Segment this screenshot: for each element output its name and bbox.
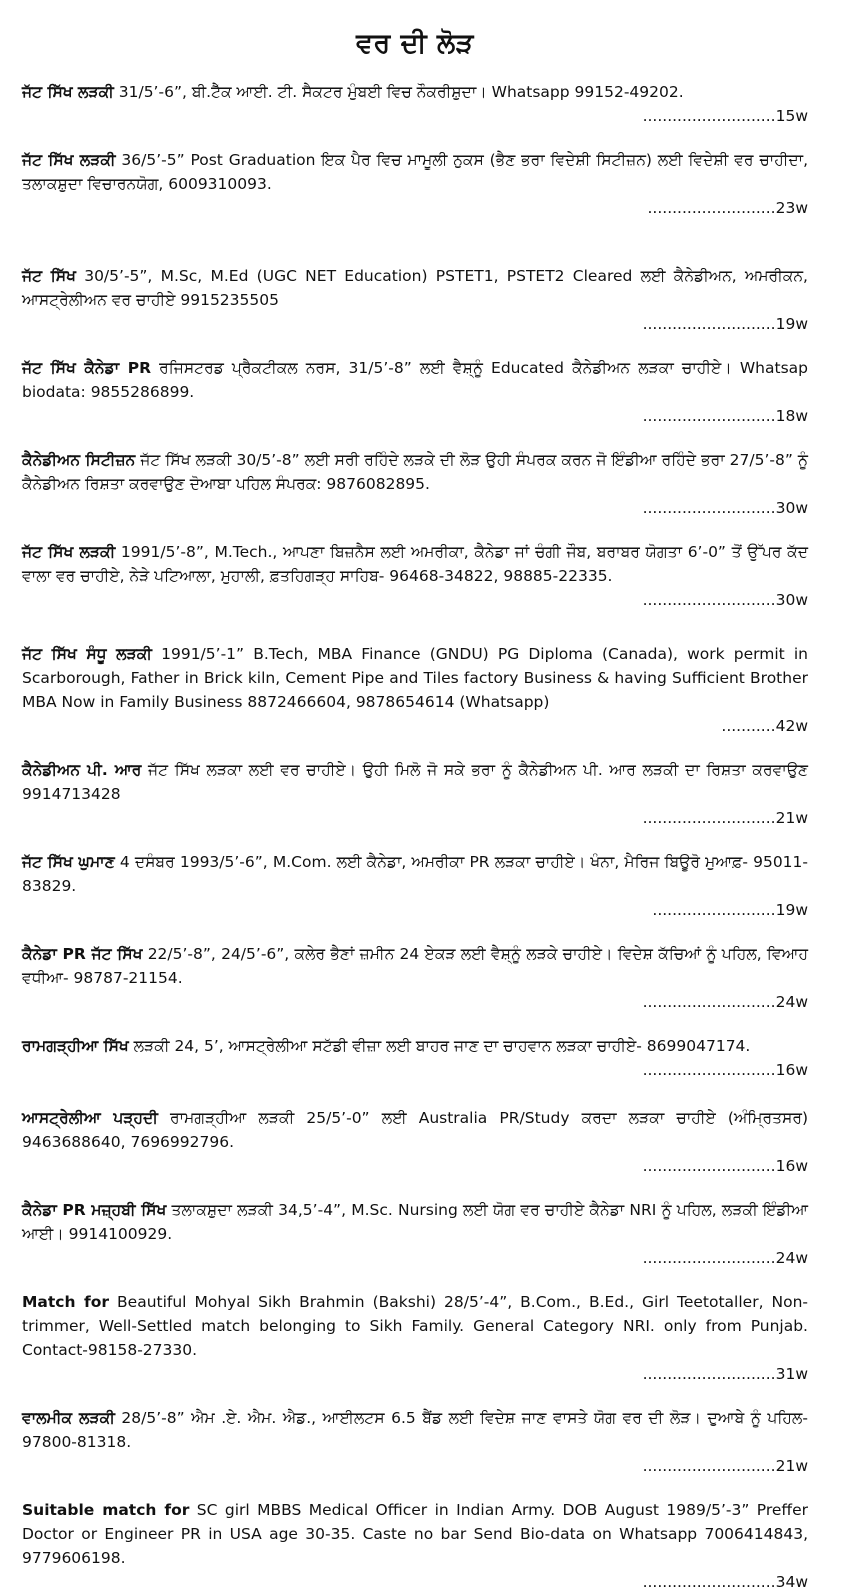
ad-description: ਰਾਮਗੜ੍ਹੀਆ ਲੜਕੀ 25/5’-0” ਲਈ Australia PR/Study ਕਰਦਾ ਲੜਕਾ ਚਾਹੀਏ (ਅੰਮ੍ਰਿਤਸਰ) 9463688640, 7696992796. [22, 1109, 809, 1151]
ad-entry [22, 1034, 808, 1082]
ad-code: 19w [775, 315, 808, 333]
ad-description: 36/5’-5” Post Graduation ਇਕ ਪੈਰ ਵਿਚ ਮਾਮੂਲੀ ਨੁਕਸ (ਭੈਣ ਭਰਾ ਵਿਦੇਸ਼ੀ ਸਿਟੀਜ਼ਨ) ਲਈ ਵਿਦੇਸ਼ੀ ਵਰ ਚਾਹੀਦਾ, ਤਲਾਕਸ਼ੁਦਾ ਵਿਚਾਰਨਯੋਗ, 6009310093. [22, 151, 809, 193]
ad-entry [22, 1290, 808, 1386]
ad-text [22, 1406, 808, 1454]
ad-description: 4 ਦਸੰਬਰ 1993/5’-6”, M.Com. ਲਈ ਕੈਨੇਡਾ, ਅਮਰੀਕਾ PR ਲੜਕਾ ਚਾਹੀਏ। ਖੰਨਾ, ਮੈਰਿਜ ਬਿਊਰੋ ਮੁਆਫ਼- 95011-83829. [22, 853, 808, 895]
ad-lead: ਜੱਟ ਸਿੱਖ ਸੰਧੂ ਲੜਕੀ [22, 645, 152, 663]
ad-description: 31/5’-6”, ਬੀ.ਟੈੱਕ ਆਈ. ਟੀ. ਸੈਕਟਰ ਮੁੰਬਈ ਵਿਚ ਨੌਕਰੀਸ਼ੁਦਾ। Whatsapp 99152-49202. [113, 83, 684, 101]
ad-entry [22, 1406, 808, 1478]
ad-entry [22, 540, 808, 612]
ad-lead: Suitable match for [22, 1501, 190, 1519]
ad-lead: ਜੱਟ ਸਿੱਖ ਲੜਕੀ [22, 83, 114, 101]
ad-code-line [22, 588, 808, 612]
ad-dot-leader: ......................... [652, 901, 776, 919]
ad-text [22, 264, 808, 312]
ad-text [22, 1198, 808, 1246]
ad-text [22, 850, 808, 898]
ad-dot-leader: ........................... [642, 809, 776, 827]
ad-description: 1991/5’-1” B.Tech, MBA Finance (GNDU) PG Diploma (Canada), work permit in Scarborough, Father in Brick kiln, Cement Pipe and Tiles factory Business & having Sufficient Brother MBA Now in Family Business 8872466604, 9878654614 (Whatsapp) [22, 645, 809, 711]
ad-code: 16w [775, 1061, 808, 1079]
ad-text [22, 148, 808, 196]
ad-text [22, 1106, 808, 1154]
ad-code-line [22, 806, 808, 830]
ad-dot-leader: ........................... [642, 315, 776, 333]
ad-lead: ਜੱਟ ਸਿੱਖ ਘੁਮਾਣ [22, 853, 115, 871]
ad-text [22, 1498, 808, 1570]
ad-dot-leader: ........................... [642, 1157, 776, 1175]
ad-code-line [22, 1570, 808, 1594]
ad-entry [22, 264, 808, 336]
ad-text [22, 942, 808, 990]
ad-dot-leader: ........................... [642, 993, 776, 1011]
ad-description: 30/5’-5”, M.Sc, M.Ed (UGC NET Education) PSTET1, PSTET2 Cleared ਲਈ ਕੈਨੇਡੀਅਨ, ਅਮਰੀਕਨ, ਆਸਟ੍ਰੇਲੀਅਨ ਵਰ ਚਾਹੀਏ 9915235505 [22, 267, 808, 309]
ad-lead: ਜੱਟ ਸਿੱਖ ਲੜਕੀ [22, 543, 116, 561]
ad-code-line [22, 196, 808, 220]
ad-text [22, 642, 808, 714]
ad-description: 28/5’-8” ਐਮ .ਏ. ਐਮ. ਐਡ., ਆਈਲਟਸ 6.5 ਬੈਂਡ ਲਈ ਵਿਦੇਸ਼ ਜਾਣ ਵਾਸਤੇ ਯੋਗ ਵਰ ਦੀ ਲੋੜ। ਦੁਆਬੇ ਨੂੰ ਪਹਿਲ- 97800-81318. [22, 1409, 808, 1451]
ad-description: ਤਲਾਕਸ਼ੁਦਾ ਲੜਕੀ 34,5’-4”, M.Sc. Nursing ਲਈ ਯੋਗ ਵਰ ਚਾਹੀਏ ਕੈਨੇਡਾ NRI ਨੂੰ ਪਹਿਲ, ਲੜਕੀ ਇੰਡੀਆ ਆਈ। 9914100929. [22, 1201, 808, 1243]
ad-description: SC girl MBBS Medical Officer in Indian Army. DOB August 1989/5’-3” Preffer Doctor or Engineer PR in USA age 30-35. Caste no bar Send Bio-data on Whatsapp 7006414843, 9779606198. [22, 1501, 809, 1567]
ad-entry [22, 356, 808, 428]
ad-dot-leader: ........................... [642, 407, 776, 425]
page-title: ਵਰ ਦੀ ਲੋੜ [356, 28, 474, 59]
ad-description: 1991/5’-8”, M.Tech., ਆਪਣਾ ਬਿਜ਼ਨੈਸ ਲਈ ਅਮਰੀਕਾ, ਕੈਨੇਡਾ ਜਾਂ ਚੰਗੀ ਜੌਬ, ਬਰਾਬਰ ਯੋਗਤਾ 6’-0” ਤੋਂ ਉੱਪਰ ਕੱਦ ਵਾਲਾ ਵਰ ਚਾਹੀਏ, ਨੇੜੇ ਪਟਿਆਲਾ, ਮੁਹਾਲੀ, ਫ਼ਤਹਿਗੜ੍ਹ ਸਾਹਿਬ- 96468-34822, 98885-22335. [22, 543, 808, 585]
ad-lead: ਜੱਟ ਸਿੱਖ [22, 267, 76, 285]
ad-code: 34w [775, 1573, 808, 1591]
ad-dot-leader: .......................... [647, 199, 776, 217]
ad-code-line [22, 1154, 808, 1178]
ad-entry [22, 1498, 808, 1594]
ad-dot-leader: ........................... [642, 591, 776, 609]
ad-code: 16w [775, 1157, 808, 1175]
ad-entry [22, 758, 808, 830]
ad-text [22, 356, 808, 404]
ad-lead: ਕੈਨੇਡੀਅਨ ਪੀ. ਆਰ [22, 761, 142, 779]
ad-code-line [22, 898, 808, 922]
ad-code: 23w [775, 199, 808, 217]
ad-code: 18w [775, 407, 808, 425]
ad-code-line [22, 1058, 808, 1082]
ad-code-line [22, 404, 808, 428]
ad-dot-leader: ........................... [642, 1573, 776, 1591]
ad-lead: ਕੈਨੇਡਾ PR ਜੱਟ ਸਿੱਖ [22, 945, 143, 963]
ad-dot-leader: ........................... [642, 1365, 776, 1383]
ad-entry [22, 642, 808, 738]
ad-entry [22, 1106, 808, 1178]
ad-entry [22, 942, 808, 1014]
ad-description: ਲੜਕੀ 24, 5’, ਆਸਟ੍ਰੇਲੀਆ ਸਟੱਡੀ ਵੀਜ਼ਾ ਲਈ ਬਾਹਰ ਜਾਣ ਦਾ ਚਾਹਵਾਨ ਲੜਕਾ ਚਾਹੀਏ- 8699047174. [128, 1037, 751, 1055]
ad-code: 42w [775, 717, 808, 735]
ad-code-line [22, 1454, 808, 1478]
ad-entry [22, 148, 808, 220]
ad-code-line [22, 496, 808, 520]
ad-description: 22/5’-8”, 24/5’-6”, ਕਲੇਰ ਭੈਣਾਂ ਜ਼ਮੀਨ 24 ਏਕੜ ਲਈ ਵੈਸ਼੍ਨੂੰ ਲੜਕੇ ਚਾਹੀਏ। ਵਿਦੇਸ਼ ਕੱਚਿਆਂ ਨੂੰ ਪਹਿਲ, ਵਿਆਹ ਵਧੀਆ- 98787-21154. [22, 945, 809, 987]
ad-code-line [22, 312, 808, 336]
ad-dot-leader: ........... [721, 717, 776, 735]
ad-code: 19w [775, 901, 808, 919]
ad-description: Beautiful Mohyal Sikh Brahmin (Bakshi) 28/5’-4”, B.Com., B.Ed., Girl Teetotaller, Non-trimmer, Well-Settled match belonging to Sikh Family. General Category NRI. only from Punjab. Contact-98158-27330. [22, 1293, 808, 1359]
ad-text [22, 540, 808, 588]
ad-description: ਜੱਟ ਸਿੱਖ ਲੜਕਾ ਲਈ ਵਰ ਚਾਹੀਏ। ਉਹੀ ਮਿਲੋ ਜੋ ਸਕੇ ਭਰਾ ਨੂੰ ਕੈਨੇਡੀਅਨ ਪੀ. ਆਰ ਲੜਕੀ ਦਾ ਰਿਸ਼ਤਾ ਕਰਵਾਉਣ 9914713428 [22, 761, 808, 803]
ad-lead: ਆਸਟ੍ਰੇਲੀਆ ਪੜ੍ਹਦੀ [22, 1109, 158, 1127]
ad-code-line [22, 1246, 808, 1270]
ad-lead: ਵਾਲਮੀਕ ਲੜਕੀ [22, 1409, 115, 1427]
ad-dot-leader: ........................... [642, 499, 776, 517]
ad-code-line [22, 1362, 808, 1386]
ad-text [22, 1290, 808, 1362]
ad-description: ਰਜਿਸਟਰਡ ਪ੍ਰੈਕਟੀਕਲ ਨਰਸ, 31/5’-8” ਲਈ ਵੈਸ਼੍ਨੂੰ Educated ਕੈਨੇਡੀਅਨ ਲੜਕਾ ਚਾਹੀਏ। Whatsap biodata: 9855286899. [22, 359, 808, 401]
ad-dot-leader: ........................... [642, 1249, 776, 1267]
ad-lead: ਕੈਨੇਡਾ PR ਮਜ਼੍ਹਬੀ ਸਿੱਖ [22, 1201, 167, 1219]
ads-list [22, 80, 808, 1594]
ad-code-line [22, 714, 808, 738]
ad-code: 30w [775, 591, 808, 609]
ad-dot-leader: ........................... [642, 1457, 776, 1475]
ad-code: 24w [775, 1249, 808, 1267]
ad-entry [22, 850, 808, 922]
ad-code: 15w [775, 107, 808, 125]
ad-entry [22, 80, 808, 128]
ad-lead: ਜੱਟ ਸਿੱਖ ਲੜਕੀ [22, 151, 116, 169]
ad-lead: Match for [22, 1293, 110, 1311]
ad-text [22, 80, 808, 104]
ad-entry [22, 448, 808, 520]
ad-text [22, 1034, 808, 1058]
ad-code: 30w [775, 499, 808, 517]
ad-lead: ਜੱਟ ਸਿੱਖ ਕੈਨੇਡਾ PR [22, 359, 152, 377]
ad-code: 21w [775, 1457, 808, 1475]
ad-code: 31w [775, 1365, 808, 1383]
ad-code: 21w [775, 809, 808, 827]
ad-lead: ਕੈਨੇਡੀਅਨ ਸਿਟੀਜ਼ਨ [22, 451, 136, 469]
ad-code-line [22, 990, 808, 1014]
ad-entry [22, 1198, 808, 1270]
ad-code: 24w [775, 993, 808, 1011]
ad-text [22, 758, 808, 806]
ad-code-line [22, 104, 808, 128]
ad-dot-leader: ........................... [642, 1061, 776, 1079]
ad-description: ਜੱਟ ਸਿੱਖ ਲੜਕੀ 30/5’-8” ਲਈ ਸਰੀ ਰਹਿੰਦੇ ਲੜਕੇ ਦੀ ਲੋੜ ਉਹੀ ਸੰਪਰਕ ਕਰਨ ਜੋ ਇੰਡੀਆ ਰਹਿੰਦੇ ਭਰਾ 27/5’-8” ਨੂੰ ਕੈਨੇਡੀਅਨ ਰਿਸ਼ਤਾ ਕਰਵਾਉਣ ਦੋਆਬਾ ਪਹਿਲ ਸੰਪਰਕ: 9876082895. [22, 451, 809, 493]
ad-text [22, 448, 808, 496]
ad-dot-leader: ........................... [642, 107, 776, 125]
ad-lead: ਰਾਮਗੜ੍ਹੀਆ ਸਿੱਖ [22, 1037, 129, 1055]
